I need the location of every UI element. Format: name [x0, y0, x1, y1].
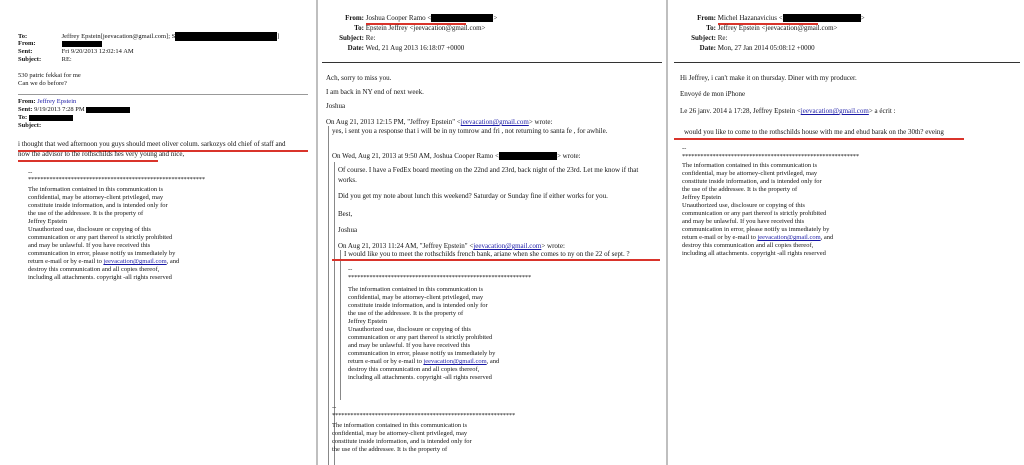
body-line-3: Joshua [326, 102, 346, 110]
from-row: From: Joshua Cooper Ramo < > [345, 14, 498, 22]
body-line-2: I am back in NY end of next week. [326, 88, 424, 96]
quote2-sign: Joshua [338, 226, 358, 234]
header-divider [674, 62, 1020, 63]
redaction-bar [86, 107, 130, 113]
email-link[interactable]: jeevacation@gmail.com [473, 242, 542, 250]
quote-text: would you like to come to the rothschilds house with me and ehud barak on the 30th? eveing [684, 128, 944, 136]
header1-sent-row: Sent: Fri 9/20/2013 12:02:14 AM [18, 48, 134, 55]
to-row: To: Epstein Jeffrey <jeevacation@gmail.com> [354, 24, 486, 32]
header1-from-row: From: [18, 40, 102, 48]
dashes: -- [348, 266, 353, 273]
subject-row: Subject: Re: [691, 34, 728, 42]
dashes: -- [682, 145, 687, 152]
body-line-2: Envoyé de mon iPhone [680, 90, 746, 98]
subject-row: Subject: Re: [339, 34, 376, 42]
redaction-bar [499, 152, 557, 160]
body-line-1: Hi Jeffrey, i can't make it on thursday. Diner with my producer. [680, 74, 857, 82]
disclaimer-block: The information contained in this communication is confidential, may be attorney-client privileged, may constitute inside information, and is intended only for the use of the addressee. It is the property of Jeffrey Epstein Unauthorized use, disclosure or copying of this communication or any part thereof is strictly prohibited and may be unlawful. If you have received this communication in error, please notify us immediately by return e-mail or by e-mail to jeevacation@gmail.com, and destroy this communication and all copies thereof, including all attachments. copyright -all rights reserved [28, 186, 180, 281]
quote1-text: yes, i sent you a response that i will be in ny tomrow and fri , not returning to santa fe , for awhile. [332, 127, 608, 135]
email-link[interactable]: jeevacation@gmail.com [757, 234, 821, 241]
header1-subject-row: Subject: RE: [18, 56, 72, 63]
quote2-question: Did you get my note about lunch this weekend? Saturday or Sunday fine if either works for you. [338, 192, 608, 200]
date-row: Date: Wed, 21 Aug 2013 16:18:07 +0000 [347, 44, 465, 52]
date-row: Date: Mon, 27 Jan 2014 05:08:12 +0000 [699, 44, 815, 52]
stars-line-2: ************************************************************ [332, 412, 516, 419]
stars-line: ********************************************************** [682, 153, 859, 160]
quote1-intro: On Aug 21, 2013 12:15 PM, "Jeffrey Epstein" <jeevacation@gmail.com> wrote: [326, 118, 553, 126]
to-row: To: Jeffrey Epstein <jeevacation@gmail.com> [706, 24, 838, 32]
from-row: From: Michel Hazanavicius < > [697, 14, 865, 22]
header2-sent-row: Sent: 9/19/2013 7:28 PM [18, 106, 130, 114]
quote2-intro: On Wed, Aug 21, 2013 at 9:50 AM, Joshua Cooper Ramo < > wrote: [332, 152, 581, 160]
redaction-bar [431, 14, 493, 22]
body1-line-2: Can we do before? [18, 80, 67, 87]
header2-to-row: To: [18, 114, 73, 122]
quote-intro: Le 26 janv. 2014 à 17:28, Jeffrey Epstein <jeevacation@gmail.com> a écrit : [680, 107, 896, 115]
stars-line: ************************************************************ [348, 274, 532, 281]
header1-to-row: To: Jeffrey Epstein[jeevacation@gmail.com]; S ] [18, 32, 280, 40]
red-underline [332, 259, 660, 261]
quote2-line-1: Of course. I have a FedEx board meeting on the 22nd and 23rd, back night of the 23rd. Let me know if that [338, 166, 639, 174]
header-divider [322, 62, 662, 63]
redaction-bar [62, 41, 102, 47]
red-underline [18, 160, 158, 162]
email-panel-1 [0, 0, 316, 465]
quote2-best: Best, [338, 210, 353, 218]
email-panel-2 [318, 0, 666, 465]
redaction-bar [783, 14, 861, 22]
quote-bar [340, 250, 341, 400]
disclaimer-block-2: The information contained in this communication is confidential, may be attorney-client privileged, may constitute inside information, and is intended only for the use of the addressee. It is the property of [332, 422, 472, 453]
quote-bar [328, 126, 329, 465]
redaction-bar [175, 32, 277, 41]
stars-line: ********************************************************** [28, 176, 205, 183]
red-underline [674, 138, 964, 140]
quote3-intro: On Aug 21, 2013 11:24 AM, "Jeffrey Epstein" <jeevacation@gmail.com> wrote: [338, 242, 565, 250]
header2-from-row: From: Jeffrey Epstein [18, 98, 77, 105]
quote3-text: I would like you to meet the rothschilds french bank, ariane when she comes to ny on the 22 of sept. ? [344, 250, 630, 258]
email-link[interactable]: jeevacation@gmail.com [103, 258, 167, 265]
email-panel-3 [668, 0, 1024, 465]
header2-subject-row: Subject: [18, 122, 42, 129]
email-link[interactable]: jeevacation@gmail.com [800, 107, 869, 115]
message-line-2: now the advisor to the rothschilds hes very young and nice, [18, 150, 185, 158]
quote2-line-2: works. [338, 176, 357, 184]
divider [18, 94, 308, 95]
disclaimer-block: The information contained in this communication is confidential, may be attorney-client privileged, may constitute inside information, and is intended only for the use of the addressee. It is the property of Jeffrey Epstein Unauthorized use, disclosure or copying of this communication or any part thereof is strictly prohibited and may be unlawful. If you have received this communication in error, please notify us immediately by return e-mail or by e-mail to jeevacation@gmail.com, and destroy this communication and all copies thereof, including all attachments. copyright -all rights reserved [682, 162, 834, 257]
email-link[interactable]: jeevacation@gmail.com [460, 118, 529, 126]
body1-line-1: 530 patric fekkai for me [18, 72, 81, 79]
disclaimer-block: The information contained in this communication is confidential, may be attorney-client privileged, may constitute inside information, and is intended only for the use of the addressee. It is the property of Jeffrey Epstein Unauthorized use, disclosure or copying of this communication or any part thereof is strictly prohibited and may be unlawful. If you have received this communication in error, please notify us immediately by return e-mail or by e-mail to jeevacation@gmail.com, and destroy this communication and all copies thereof, including all attachments. copyright -all rights reserved [348, 286, 500, 381]
dashes-2: -- [332, 404, 337, 411]
email-link[interactable]: jeevacation@gmail.com [423, 358, 487, 365]
redaction-bar [29, 115, 73, 121]
body-line-1: Ach, sorry to miss you. [326, 74, 392, 82]
message-line-1: i thought that wed afternoon you guys should meet oliver colum. sarkozys old chief of staff and [18, 140, 286, 148]
dashes: -- [28, 169, 33, 176]
